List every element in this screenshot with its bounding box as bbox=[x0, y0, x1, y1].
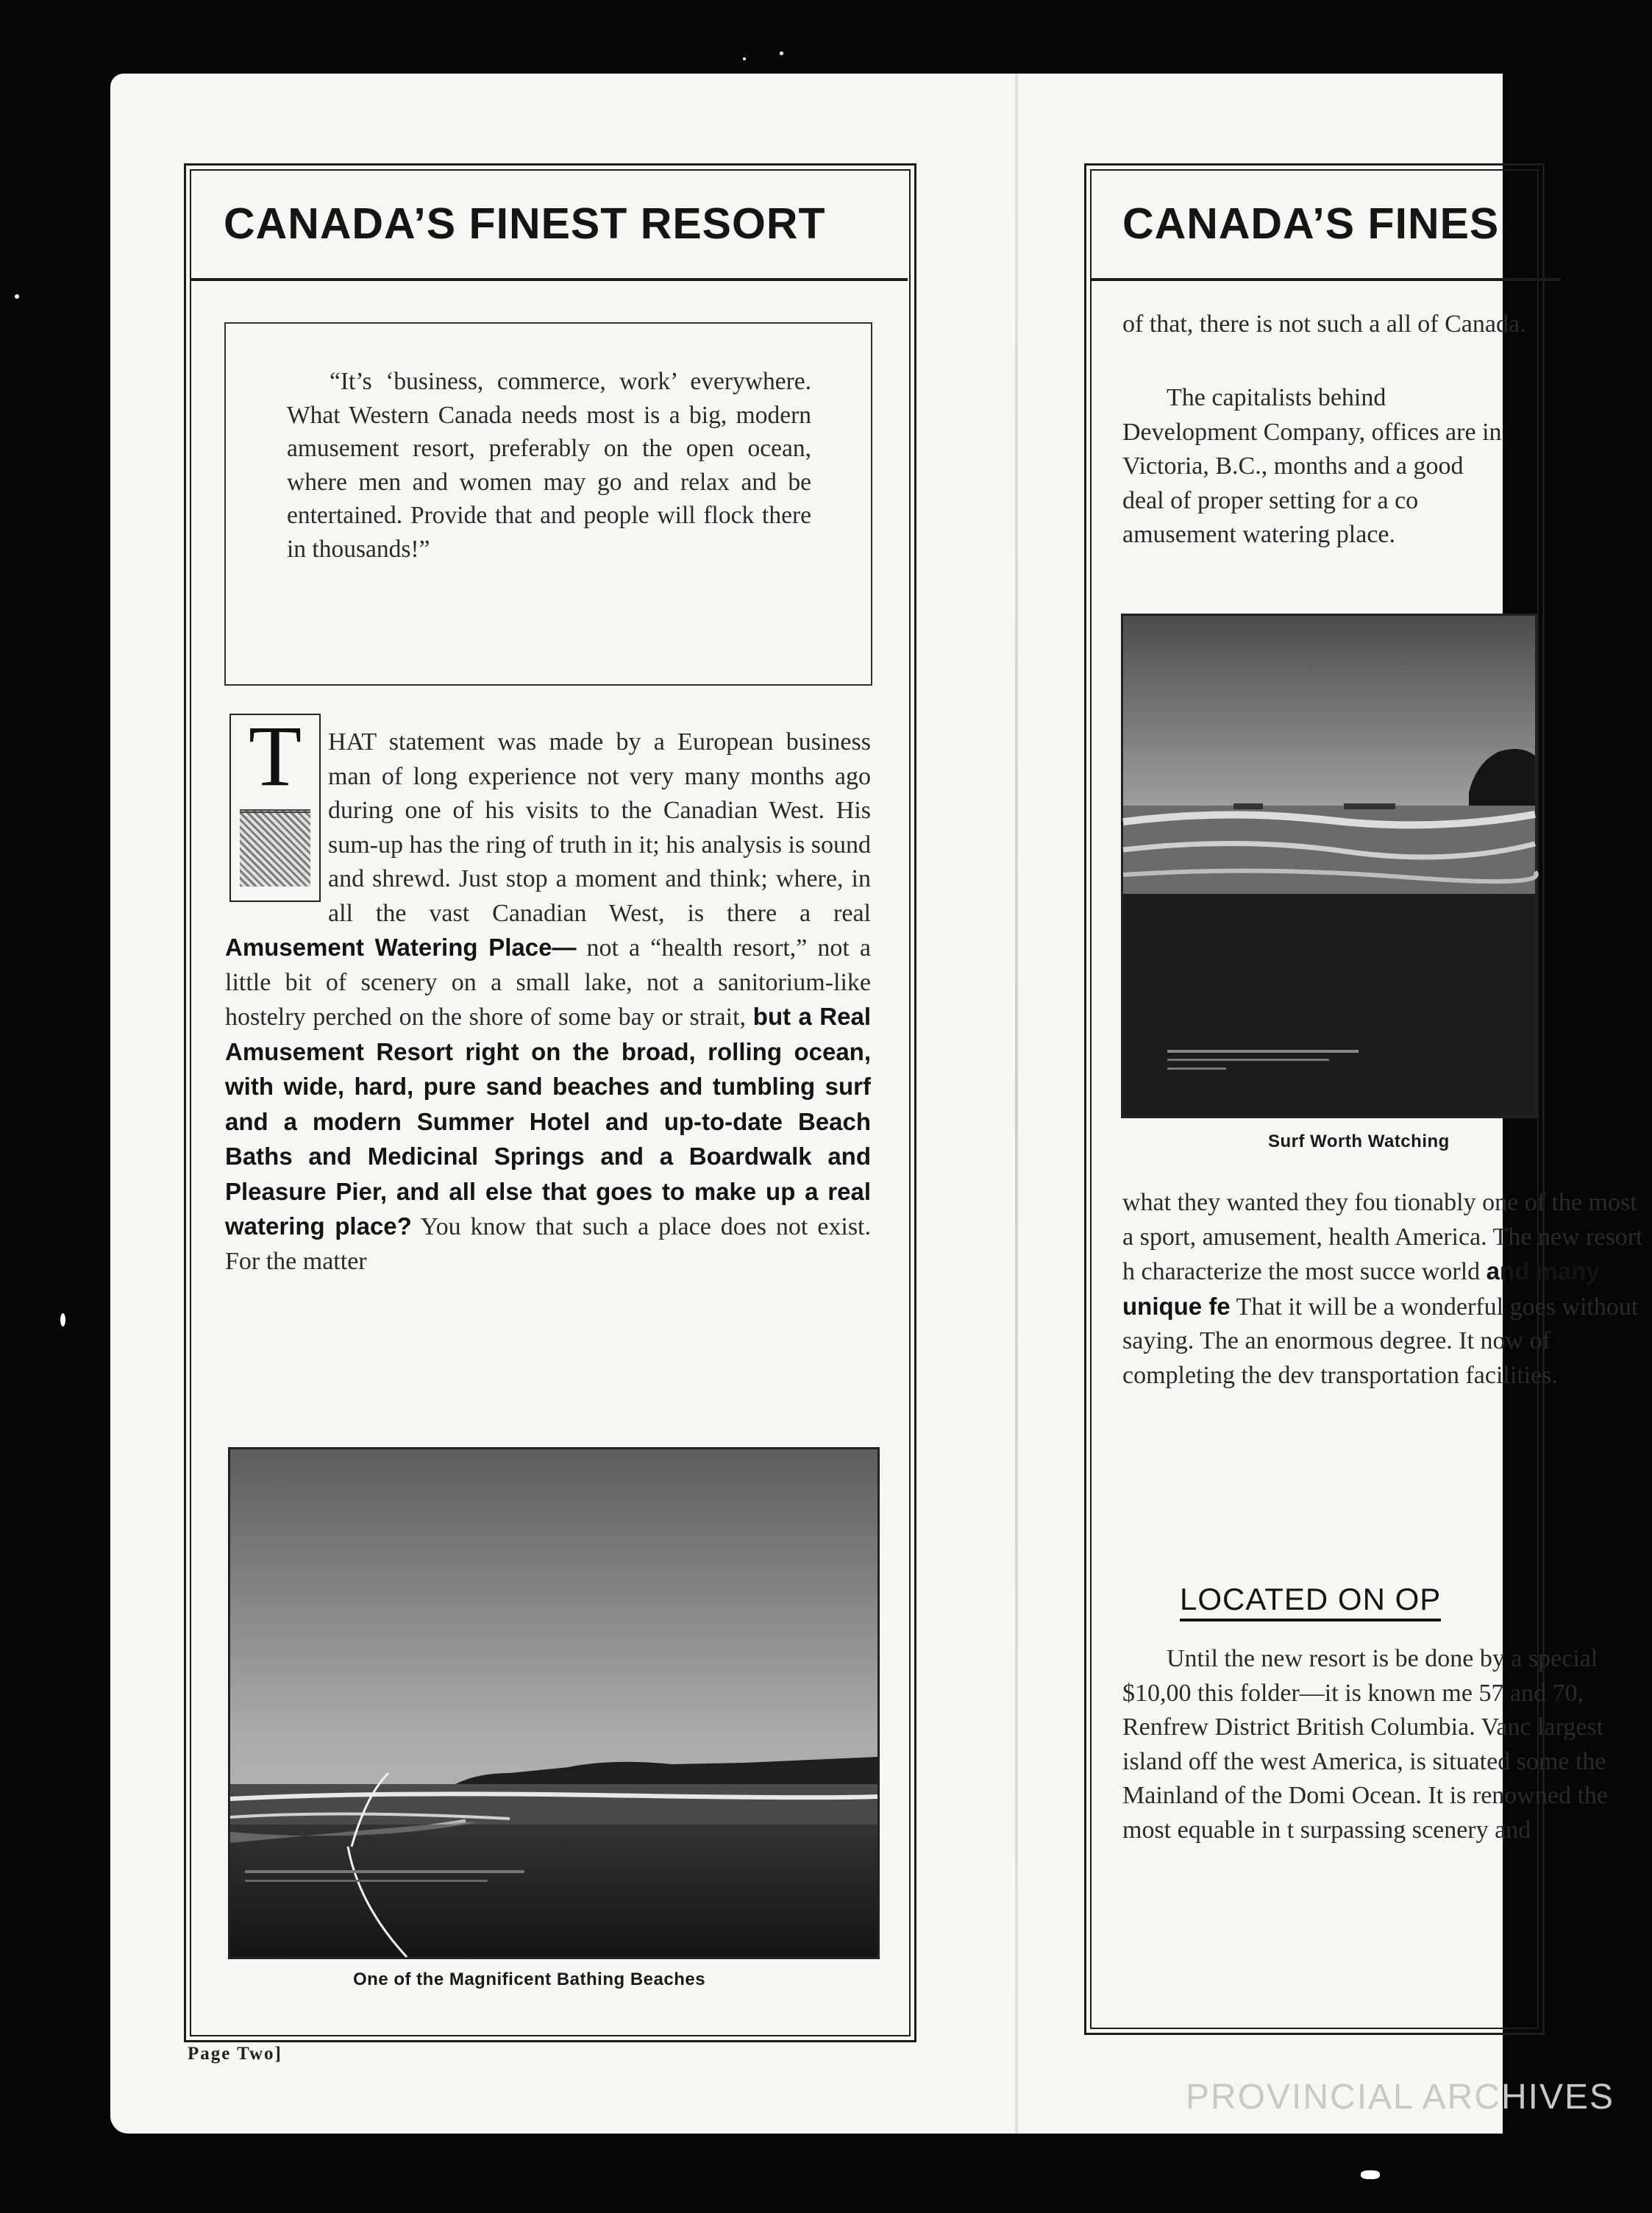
right-title-rule bbox=[1090, 278, 1561, 281]
archive-stamp: PROVINCIAL ARCHIVES bbox=[1186, 2078, 1615, 2117]
right-para-3-end: That it will be a wonderful goes without saying. The an enormous degree. It now of completing the dev transportation facilities. bbox=[1122, 1293, 1639, 1389]
right-para-2: The capitalists behind Development Company, offices are in Victoria, B.C., months and a good deal of proper setting for a co amusement watering place. bbox=[1122, 384, 1502, 548]
scan-speck bbox=[15, 294, 19, 299]
lead-middle: not a “health resort,” not a little bit of scenery on a small lake, not a sanitorium-like hostelry perched on the shore of some bay or strait, bbox=[225, 934, 872, 1031]
surf-photo bbox=[1121, 614, 1537, 1118]
bathing-beach-photo bbox=[228, 1447, 880, 1959]
drop-cap-letter: T bbox=[248, 708, 302, 804]
page-gutter bbox=[1015, 74, 1018, 2134]
scan-speck bbox=[60, 1313, 65, 1326]
lead-intro: HAT statement was made by a European business man of long experience not very many months ago during one of his visits to the Canadian West. His sum-up has the ring of truth in it; his analysis is sound and shrewd. Just stop a moment and think; where, in all the vast Canadian West, is there a real bbox=[328, 728, 871, 927]
lead-end: You know that such a place does not exist. For the matter bbox=[225, 1213, 871, 1275]
lead-paragraph bbox=[225, 725, 871, 1279]
right-page-content bbox=[1084, 163, 1643, 2036]
right-para-4: Until the new resort is be done by a special $10,00 this folder—it is known me 57 and 70, Renfrew District British Columbia. Vanc largest island off the west America, is situated some the Mainland of the Domi Ocean. It is renowned the most equable in t surpassing scenery and bbox=[1122, 1645, 1608, 1844]
left-page-title: CANADA’S FINEST RESORT bbox=[224, 199, 826, 248]
right-para-3-bold: and many unique fe bbox=[1122, 1257, 1600, 1320]
right-para-3-start: what they wanted they fou tionably one of the most a sport, amusement, health America. The new resort h characterize the most succe world bbox=[1122, 1189, 1643, 1285]
scan-speck bbox=[1361, 2170, 1380, 2179]
lead-bold-amusement: Amusement Watering Place— bbox=[225, 934, 577, 961]
right-para-3 bbox=[1122, 1186, 1652, 1393]
scan-speck bbox=[743, 57, 746, 60]
right-para-1: of that, there is not such a all of Canada. bbox=[1122, 310, 1526, 338]
left-photo-caption: One of the Magnificent Bathing Beaches bbox=[353, 1969, 706, 1989]
right-page-title: CANADA’S FINES bbox=[1122, 199, 1500, 248]
right-subhead: LOCATED ON OP bbox=[1180, 1582, 1441, 1621]
opening-quote: “It’s ‘business, commerce, work’ everywhere. What Western Canada needs most is a big, modern amusement resort, preferably on the open ocean, where men and women may go and relax and be entertained. Provide that and people will flock there in thousands!” bbox=[287, 368, 811, 563]
page-number: Page Two] bbox=[188, 2044, 282, 2064]
drop-cap-spacer bbox=[225, 725, 328, 902]
title-rule bbox=[190, 278, 908, 281]
right-photo-caption: Surf Worth Watching bbox=[1268, 1132, 1450, 1151]
scan-speck bbox=[780, 51, 783, 55]
lead-bold-resort: but a Real Amusement Resort right on the broad, rolling ocean, with wide, hard, pure sand beaches and tumbling surf and a modern Summer Hotel and up-to-date Beach Baths and Medicinal Springs and a Boardwalk and Pleasure Pier, and all else that goes to make up a real watering place? bbox=[225, 1003, 871, 1240]
